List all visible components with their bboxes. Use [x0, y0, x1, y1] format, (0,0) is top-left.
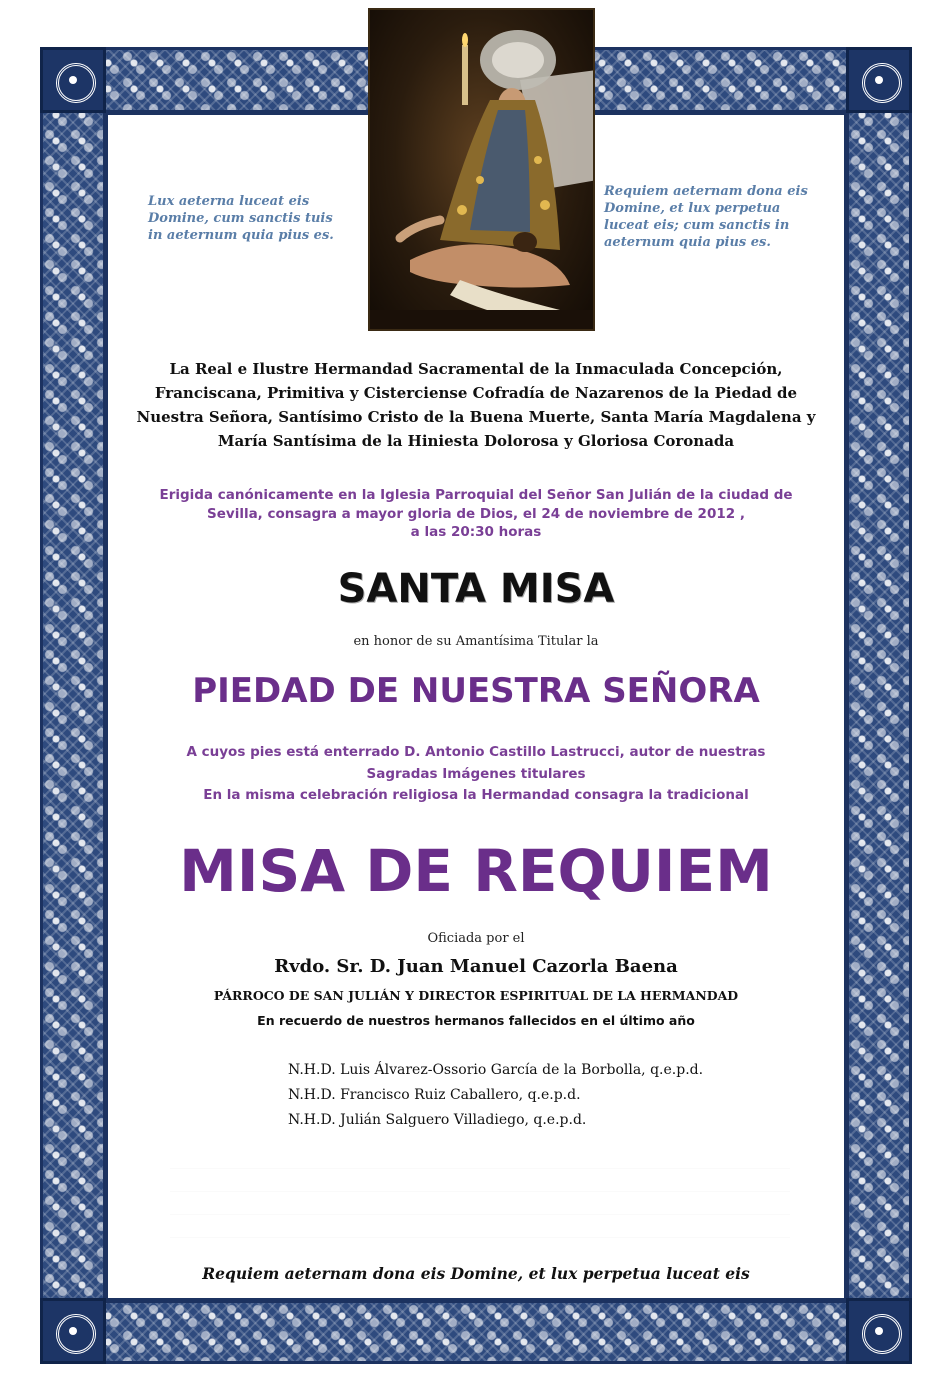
corner-ornament-icon — [846, 47, 912, 113]
corner-ornament-icon — [846, 1298, 912, 1364]
latin-line: aeternum quia pius es. — [604, 235, 771, 250]
hermandad-line: María Santísima de la Hiniesta Dolorosa y Gloriosa Coronada — [217, 432, 735, 450]
dedication-line: A cuyos pies está enterrado D. Antonio Castillo Lastrucci, autor de nuestras — [186, 744, 766, 760]
honor-text: en honor de su Amantísima Titular la — [353, 634, 599, 649]
hermandad-name — [130, 357, 822, 453]
faint-background-texture — [170, 1150, 790, 1260]
dedication-line: Sagradas Imágenes titulares — [366, 765, 586, 782]
ornamental-border-left — [40, 47, 106, 1364]
deceased-item: N.H.D. Luis Álvarez-Ossorio García de la Borbolla, q.e.p.d. — [288, 1062, 704, 1078]
latin-prayer-left — [148, 193, 363, 244]
latin-line: Lux aeterna luceat eis — [148, 194, 310, 209]
event-line: Erigida canónicamente en la Iglesia Parroquial del Señor San Julián de la ciudad de — [159, 487, 793, 503]
closing-prayer: Requiem aeternam dona eis Domine, et lux perpetua luceat eis — [202, 1264, 750, 1283]
hermandad-line: Nuestra Señora, Santísimo Cristo de la Buena Muerte, Santa María Magdalena y — [136, 408, 816, 426]
memorial-intro: En recuerdo de nuestros hermanos fallecidos en el último año — [257, 1013, 695, 1028]
officiated-by-label: Oficiada por el — [427, 931, 525, 946]
event-line: a las 20:30 horas — [410, 524, 542, 540]
corner-ornament-icon — [40, 1298, 106, 1364]
event-details — [130, 486, 822, 542]
dedication-line: En la misma celebración religiosa la Hermandad consagra la tradicional — [203, 787, 749, 803]
event-line: Sevilla, consagra a mayor gloria de Dios, el 24 de noviembre de 2012 , — [207, 505, 745, 522]
latin-prayer-right — [604, 183, 834, 251]
celebrant-name: Rvdo. Sr. D. Juan Manuel Cazorla Baena — [274, 956, 678, 977]
latin-line: luceat eis; cum sanctis in — [604, 218, 790, 233]
piedad-image-icon — [370, 10, 595, 331]
latin-line: in aeternum quia pius es. — [148, 228, 334, 243]
latin-line: Requiem aeternam dona eis — [604, 184, 808, 199]
hermandad-line: La Real e Ilustre Hermandad Sacramental de la Inmaculada Concepción, — [169, 360, 783, 378]
ornamental-border-right — [846, 47, 912, 1364]
piedad-photo — [368, 8, 595, 331]
deceased-item: N.H.D. Francisco Ruiz Caballero, q.e.p.d. — [288, 1087, 581, 1103]
corner-ornament-icon — [40, 47, 106, 113]
latin-line: Domine, et lux perpetua — [604, 201, 781, 216]
ornamental-border-bottom — [40, 1300, 912, 1364]
santa-misa-heading: SANTA MISA — [337, 566, 615, 612]
deceased-item: N.H.D. Julián Salguero Villadiego, q.e.p.d. — [288, 1112, 587, 1128]
deceased-list — [288, 1058, 808, 1133]
hermandad-line: Franciscana, Primitiva y Cisterciense Cofradía de Nazarenos de la Piedad de — [154, 384, 798, 402]
dedication-text — [130, 742, 822, 807]
latin-line: Domine, cum sanctis tuis — [148, 211, 333, 226]
titular-heading: PIEDAD DE NUESTRA SEÑORA — [192, 671, 760, 711]
celebrant-title: PÁRROCO DE SAN JULIÁN Y DIRECTOR ESPIRITUAL DE LA HERMANDAD — [213, 988, 739, 1003]
requiem-heading: MISA DE REQUIEM — [179, 837, 773, 905]
